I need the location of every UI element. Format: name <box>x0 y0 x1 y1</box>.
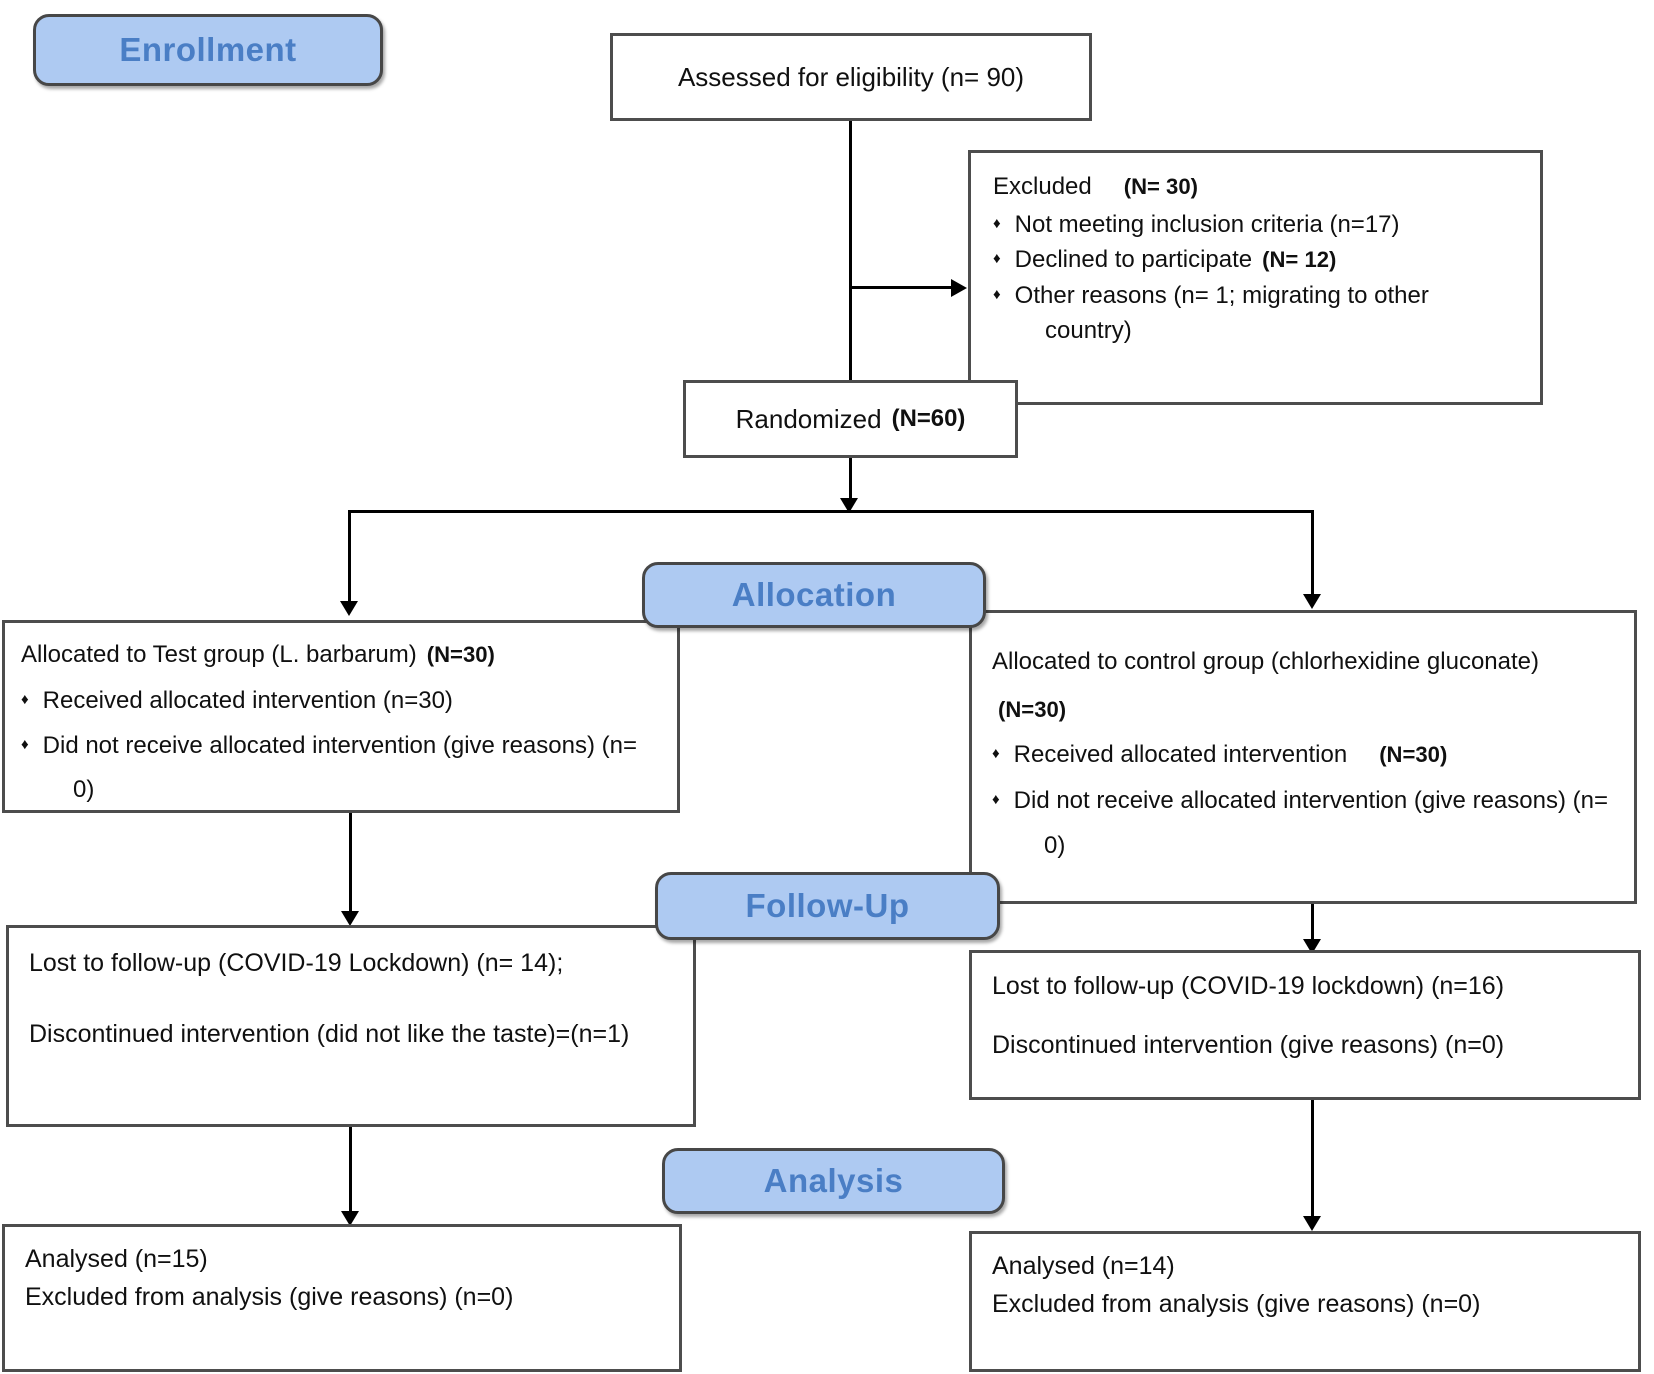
control-analysis-line1: Analysed (n=14) <box>992 1252 1175 1280</box>
allocation-stage-label: Allocation <box>642 562 986 628</box>
diamond-bullet-icon: ♦ <box>21 691 29 709</box>
control-analysis-box <box>969 1231 1641 1372</box>
excluded-bullet-3 <box>993 278 1518 349</box>
branch-line <box>348 510 1314 513</box>
excluded-bullet-3-text: Other reasons (n= 1; migrating to other country) <box>1014 281 1429 345</box>
test-analysis-line2: Excluded from analysis (give reasons) (n=0) <box>25 1282 514 1311</box>
test-analysis-line1: Analysed (n=15) <box>25 1245 208 1273</box>
control-allocation-title-n-line <box>992 687 1614 733</box>
control-allocation-title-text: Allocated to control group (chlorhexidine gluconate) <box>992 648 1539 675</box>
diamond-bullet-icon: ♦ <box>993 285 1001 303</box>
diamond-bullet-icon: ♦ <box>992 745 1000 763</box>
test-allocation-bullet-1-text: Received allocated intervention (n=30) <box>42 687 453 715</box>
test-followup-box <box>6 925 696 1127</box>
control-allocation-bullet-2-text: Did not receive allocated intervention (give reasons) (n= 0) <box>1013 786 1608 860</box>
connector-randomized-to-branch <box>849 458 852 500</box>
control-group-allocation-box <box>969 610 1637 904</box>
excluded-bullet-1 <box>993 207 1518 243</box>
control-followup-line2: Discontinued intervention (give reasons) (n=0) <box>992 1031 1505 1059</box>
excluded-bullet-2-text: Declined to participate <box>1014 246 1253 274</box>
connector-test-to-followup <box>349 813 352 912</box>
excluded-title <box>993 169 1518 205</box>
test-allocation-bullet-2 <box>21 724 661 813</box>
excluded-bullet-2 <box>993 242 1518 278</box>
arrowhead-down-test-allocation <box>340 601 358 616</box>
test-allocation-bullet-2-text: Did not receive allocated intervention (give reasons) (n= 0) <box>42 731 637 804</box>
diamond-bullet-icon: ♦ <box>21 735 29 753</box>
arrowhead-down-branch <box>840 498 858 513</box>
randomized-text: Randomized <box>735 403 882 434</box>
branch-right-line <box>1311 510 1314 595</box>
followup-stage-label: Follow-Up <box>655 872 1000 940</box>
connector-assessed-to-randomized <box>849 121 852 380</box>
arrowhead-right-excluded <box>951 279 967 297</box>
control-allocation-bullet-1-text: Received allocated intervention <box>1013 741 1348 769</box>
diamond-bullet-icon: ♦ <box>993 250 1001 268</box>
branch-left-line <box>348 510 351 602</box>
diamond-bullet-icon: ♦ <box>993 214 1001 232</box>
randomized-box <box>683 380 1018 458</box>
test-allocation-title-text: Allocated to Test group (L. barbarum) <box>21 641 417 668</box>
arrowhead-down-control-analysis <box>1303 1216 1321 1231</box>
excluded-title-n: (N= 30) <box>1123 174 1198 199</box>
control-allocation-title-n: (N=30) <box>998 696 1067 722</box>
control-allocation-bullet-2 <box>992 778 1614 869</box>
control-followup-line1: Lost to follow-up (COVID-19 lockdown) (n=16) <box>992 972 1505 1000</box>
control-allocation-bullet-1 <box>992 732 1614 778</box>
connector-control-to-followup <box>1311 904 1314 940</box>
control-analysis-line2: Excluded from analysis (give reasons) (n=0) <box>992 1289 1481 1318</box>
test-allocation-title <box>21 633 661 677</box>
control-allocation-bullet-1-n: (N=30) <box>1379 742 1448 768</box>
enrollment-stage-label: Enrollment <box>33 14 383 86</box>
arrowhead-down-control-allocation <box>1303 594 1321 609</box>
excluded-box <box>968 150 1543 405</box>
assessed-eligibility-box <box>610 33 1092 121</box>
test-allocation-bullet-1 <box>21 679 661 723</box>
connector-test-to-analysis <box>349 1127 352 1212</box>
control-followup-box <box>969 950 1641 1100</box>
test-analysis-box <box>2 1224 682 1372</box>
test-group-allocation-box <box>2 620 680 813</box>
randomized-n: (N=60) <box>891 405 966 433</box>
control-allocation-title <box>992 639 1614 685</box>
arrowhead-down-test-followup <box>341 911 359 926</box>
diamond-bullet-icon: ♦ <box>992 790 1000 808</box>
test-followup-line1: Lost to follow-up (COVID-19 Lockdown) (n= 14); <box>29 949 564 977</box>
test-followup-line2: Discontinued intervention (did not like the taste)=(n=1) <box>29 1020 630 1048</box>
assessed-text: Assessed for eligibility (n= 90) <box>677 61 1025 92</box>
excluded-title-text: Excluded <box>993 173 1092 200</box>
connector-control-to-analysis <box>1311 1100 1314 1217</box>
analysis-stage-label: Analysis <box>662 1148 1005 1214</box>
test-allocation-title-n: (N=30) <box>426 642 495 667</box>
connector-to-excluded <box>850 286 954 289</box>
excluded-bullet-1-text: Not meeting inclusion criteria (n=17) <box>1014 210 1400 238</box>
excluded-bullet-2-n: (N= 12) <box>1262 247 1337 273</box>
